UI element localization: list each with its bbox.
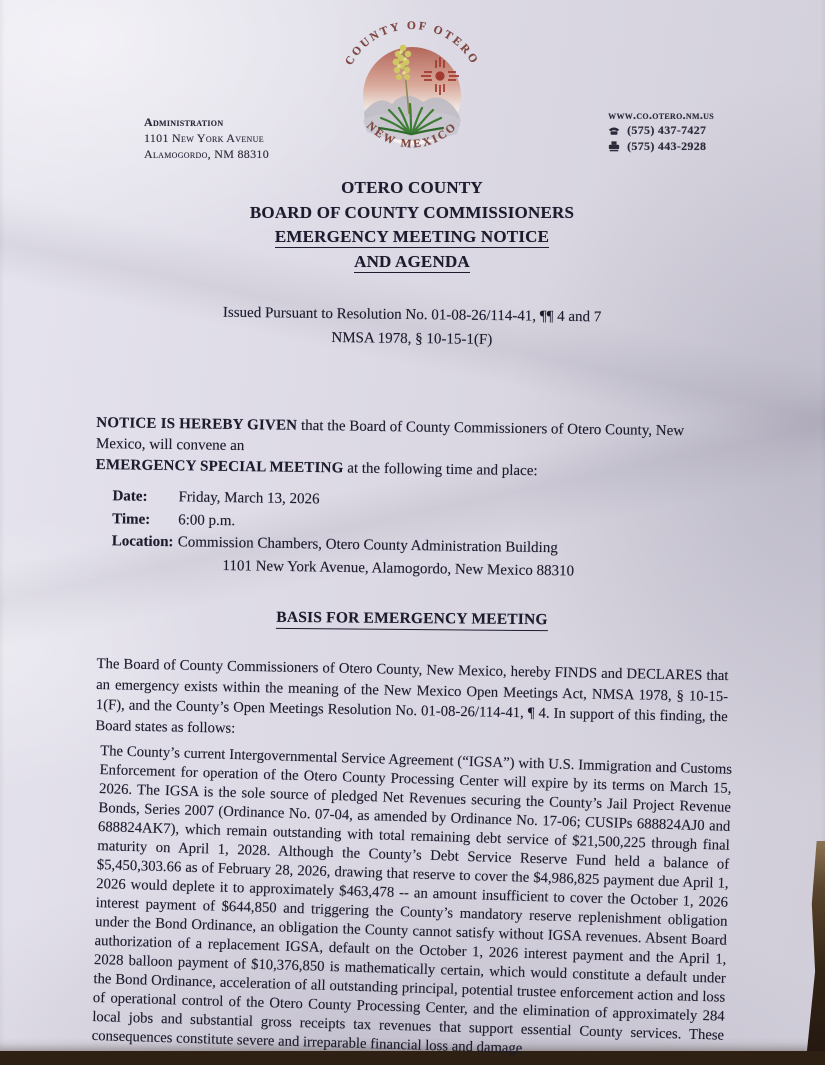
website-text: www.co.otero.nm.us	[608, 107, 714, 122]
street-address: 1101 New York Avenue	[144, 131, 264, 145]
fax-row	[608, 139, 714, 155]
seal-bottom-text: New Mexico	[364, 119, 460, 151]
website-row	[608, 108, 714, 124]
title-agenda: AND AGENDA	[354, 251, 470, 271]
emergency-meeting-text: at the following time and place:	[343, 460, 538, 480]
title-board: BOARD OF COUNTY COMMISSIONERS	[249, 202, 575, 222]
basis-paragraph-2: The County’s current Intergovernmental Service Agreement (“IGSA”) with U.S. Immigration and Customs Enforcement for operation of the Otero County Processing Center will expire by its terms on March 15, 2026. The IGSA is the sole source of pledged Net Revenues securing the County’s Jail Project Revenue Bonds, Series 2007 (Ordinance No. 07-04, as amended by Ordinance No. 17-06; CUSIPs 688824AJ0 and 688824AK7), which remain outstanding with total remaining debt service of $21,500,225 through final maturity on April 1, 2028. Although the County’s Debt Service Reserve Fund held a balance of $5,450,303.66 as of February 28, 2026, drawing that reserve to cover the $4,986,825 payment due April 1, 2026 would deplete it to approximately $463,478 -- an amount insufficient to cover the October 1, 2026 interest payment of $644,850 and triggering the County’s mandatory reserve replenishment obligation under the Bond Ordinance, an obligation the County cannot satisfy without IGSA revenues. Absent Board authorization of a replacement IGSA, default on the October 1, 2026 interest payment and the April 1, 2028 balloon payment of $10,376,850 is mathematically certain, which would constitute a default under the Bond Ordinance, acceleration of all outstanding principal, potential trustee enforcement action and loss of operational control of the Otero County Processing Center, and the elimination of approximately 284 local jobs and substantial gross receipts tax revenues that support essential County services. These consequences constitute severe and irreparable financial loss and damage	[91, 743, 733, 1057]
county-seal	[327, 2, 497, 166]
department-name: Administration	[144, 115, 224, 129]
county-seal-graphic	[327, 2, 497, 166]
fax-number: (575) 443-2928	[627, 138, 707, 153]
issued-pursuant	[96, 299, 729, 355]
detail-row-location	[95, 530, 728, 585]
page-content	[91, 0, 733, 1057]
notice-given-bold: NOTICE IS HEREBY GIVEN	[96, 415, 298, 434]
location-line2: 1101 New York Avenue, Alamogordo, New Mexico 88310	[222, 557, 575, 580]
phone-row	[608, 123, 714, 139]
basis-heading: BASIS FOR EMERGENCY MEETING	[96, 606, 728, 633]
time-value: 6:00 p.m.	[178, 511, 236, 529]
title-county: OTERO COUNTY	[341, 178, 483, 197]
emergency-meeting-bold: EMERGENCY SPECIAL MEETING	[95, 456, 344, 477]
letterhead-address	[144, 114, 269, 162]
notice-paragraph	[96, 413, 729, 485]
title-notice: EMERGENCY MEETING NOTICE	[274, 227, 550, 246]
issued-line2: NMSA 1978, § 10-15-1(F)	[331, 330, 493, 348]
location-value	[177, 531, 728, 585]
letterhead	[96, 0, 728, 168]
location-line1: Commission Chambers, Otero County Administration Building	[177, 534, 558, 557]
basis-paragraph-1: The Board of County Commissioners of Otero County, New Mexico, hereby FINDS and DECLARES that an emergency exists within the meaning of the New Mexico Open Meetings Act, NMSA 1978, § 10-15-1(F), and the County’s Open Meetings Resolution No. 01-08-26/114-41, ¶ 4. In support of this finding, the Board states as follows:	[95, 656, 729, 737]
title-block	[96, 176, 728, 274]
location-label: Location:	[111, 533, 174, 551]
issued-line1: Issued Pursuant to Resolution No. 01-08-26/114-41, ¶¶ 4 and 7	[222, 304, 602, 326]
phone-icon	[608, 125, 620, 136]
fax-icon	[608, 141, 620, 152]
notice-given-text: that the Board of County Commissioners of Otero County, New Mexico, will convene an	[95, 417, 685, 455]
time-label: Time:	[112, 510, 151, 528]
city-state-zip: Alamogordo, NM 88310	[144, 147, 270, 161]
phone-number: (575) 437-7427	[627, 123, 707, 137]
letterhead-contact	[608, 108, 714, 155]
date-value: Friday, March 13, 2026	[178, 489, 320, 508]
seal-top-text: County Of Otero	[343, 19, 481, 68]
meeting-details	[95, 485, 728, 585]
date-label: Date:	[112, 488, 148, 505]
